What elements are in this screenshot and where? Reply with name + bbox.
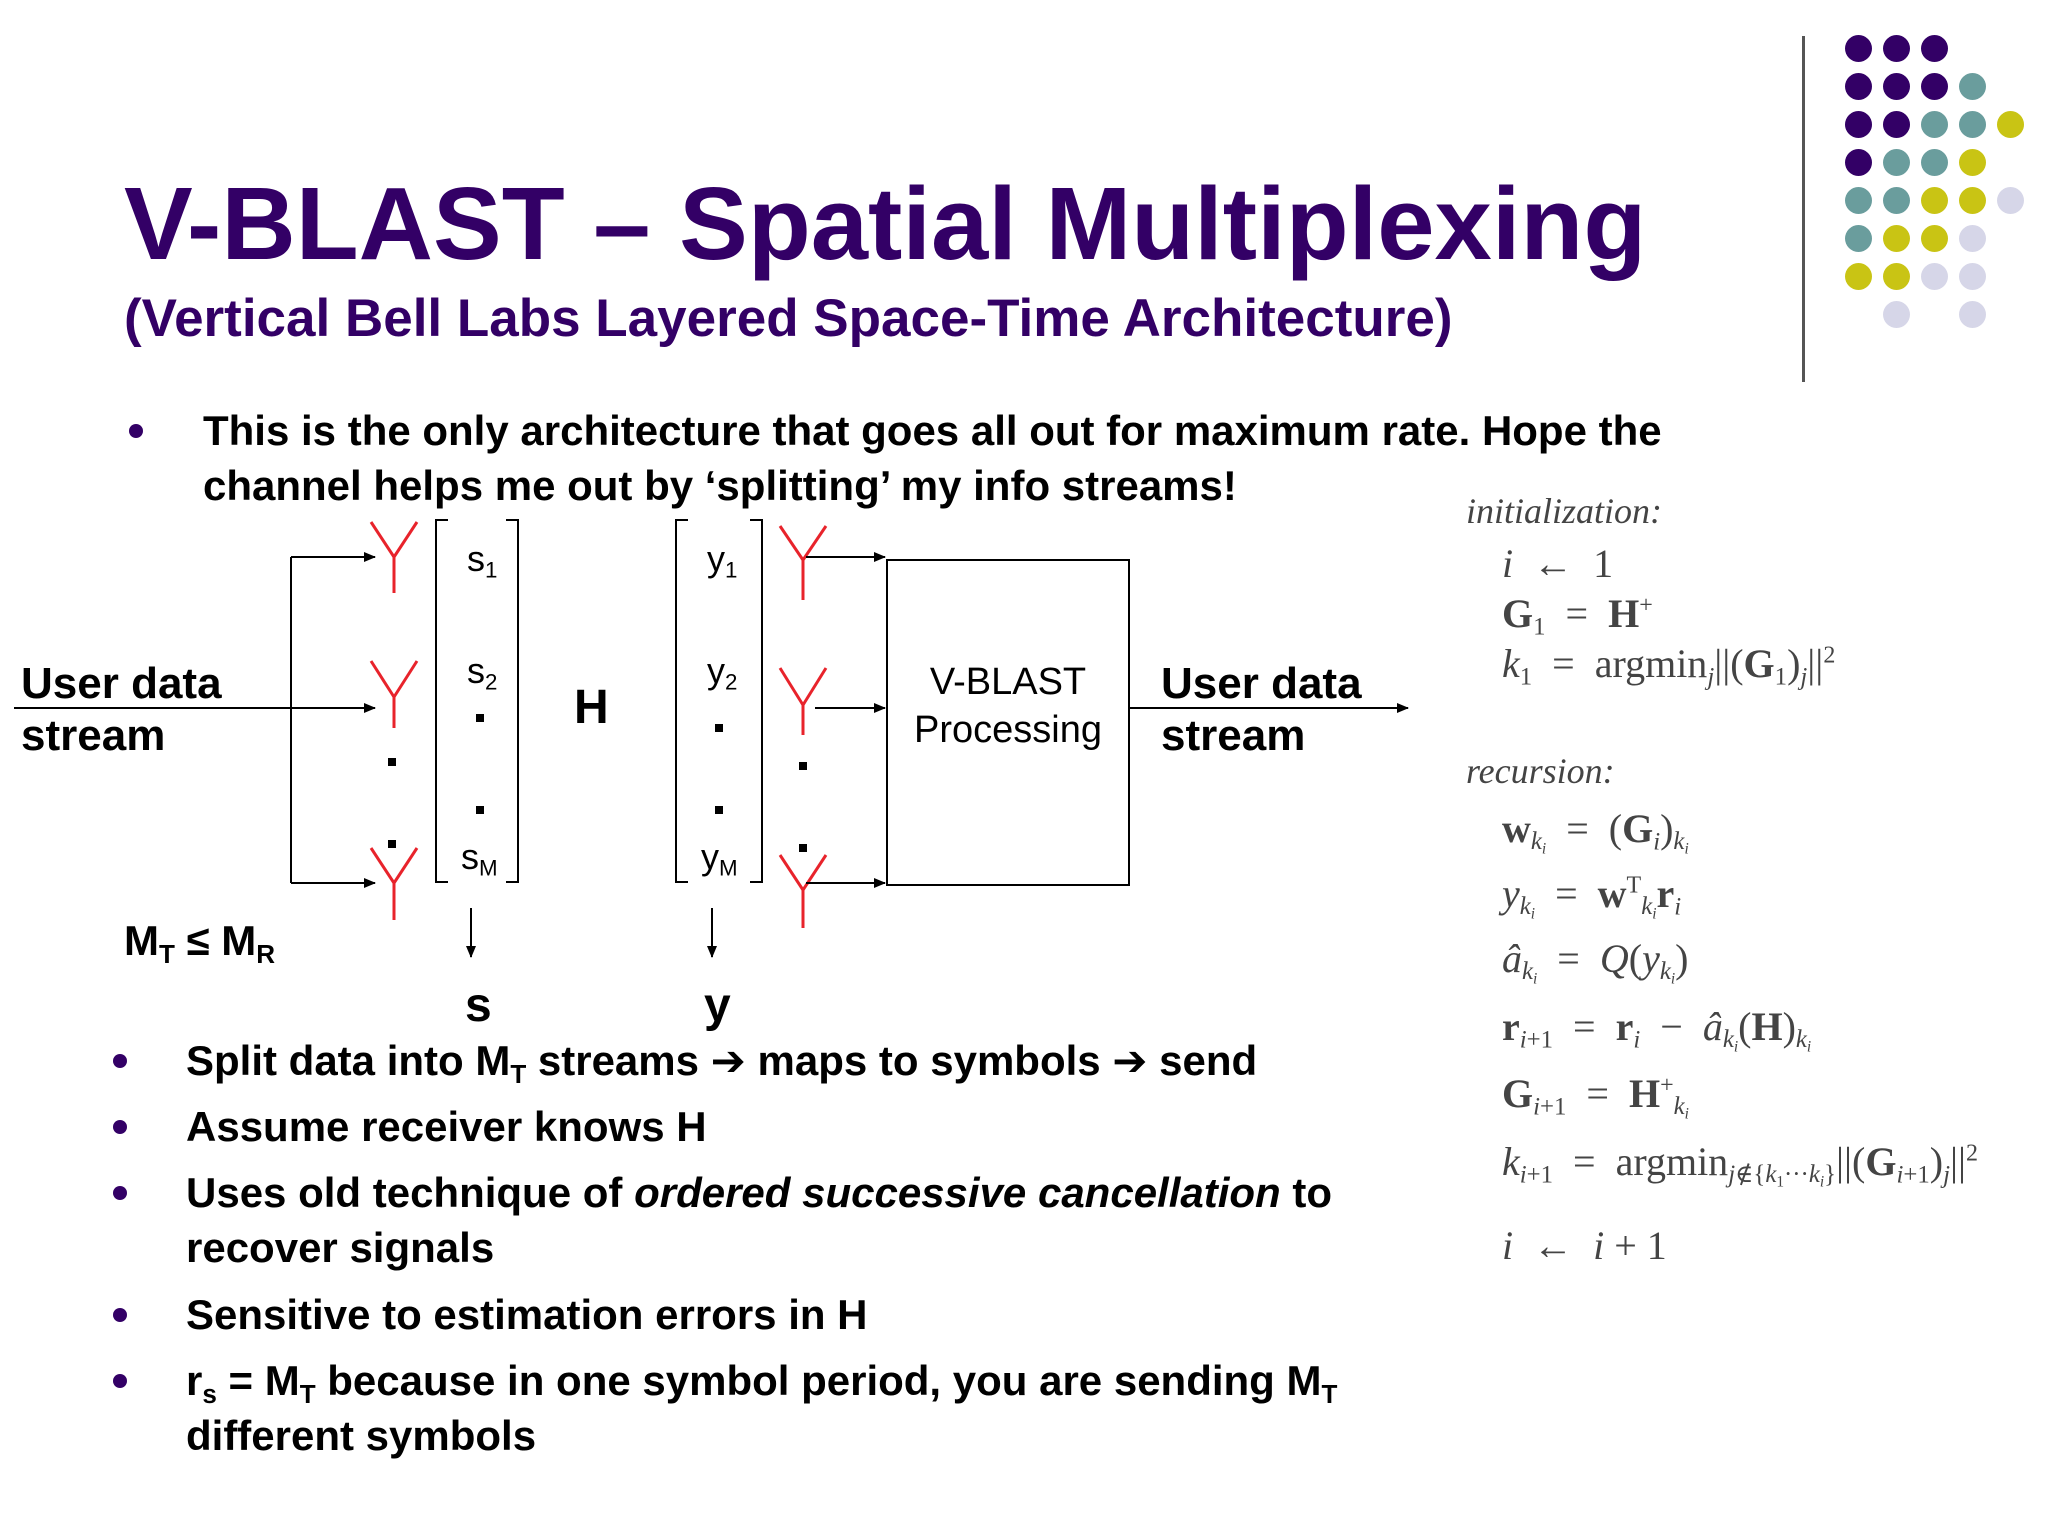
slide-title: V-BLAST – Spatial Multiplexing	[124, 166, 1647, 281]
intro-line-1: This is the only architecture that goes all out for maximum rate. Hope the	[203, 407, 1662, 454]
tx-antenna-1	[371, 522, 417, 593]
s-ellipsis-dots	[476, 714, 484, 814]
symbol-y1: $y_1$	[707, 538, 738, 583]
bullet-marker	[113, 1308, 127, 1322]
eq-k: $k_{i+1} = argmin_{j\notin\{k_1\cdot\cdot\cdot k_i\}}||(G_{i+1})_j||^2$	[1502, 1139, 1979, 1192]
bullet-sensitivity: Sensitive to estimation errors in H	[186, 1291, 868, 1338]
y-bracket-right	[750, 520, 762, 882]
bullet-rate: $r_s = M_T$ because in one symbol period, you are sending $M_T$	[186, 1357, 1338, 1409]
slide-subtitle: (Vertical Bell Labs Layered Space-Time Architecture)	[124, 289, 1453, 348]
bullet-marker	[113, 1120, 127, 1134]
symbol-s2: $s_2$	[467, 650, 498, 695]
symbol-sM: $s_M$	[461, 836, 498, 881]
symbol-s1: $s_1$	[467, 538, 498, 583]
rx-antenna-2	[780, 668, 826, 735]
rx-ellipsis-dots	[799, 762, 807, 852]
bullet-marker	[113, 1186, 127, 1200]
s-vector-label: s	[465, 979, 492, 1032]
eq-a: $â_{k_i} = Q(y_{k_i})$	[1502, 936, 1689, 989]
input-label: User data stream	[21, 659, 222, 760]
eq-init-k: $k_1 = argmin_j||(G_1)_j||^2$	[1502, 641, 1836, 691]
eq-i-increment: i ← i + 1	[1502, 1223, 1667, 1268]
bullet-split-data: Split data into $M_T$ streams ➔ maps to symbols ➔ send	[186, 1037, 1258, 1089]
bullet-osic-line-2: recover signals	[186, 1224, 495, 1271]
eq-init-i: i ← 1	[1502, 541, 1614, 586]
s-bracket-right	[506, 520, 518, 882]
tx-ellipsis-dots	[388, 758, 396, 848]
antenna-condition: $M_T \le M_R$	[124, 917, 276, 969]
rx-antenna-1	[780, 526, 826, 600]
output-label: User data stream	[1161, 659, 1362, 760]
channel-matrix-label: H	[574, 681, 609, 734]
symbol-y2: $y_2$	[707, 650, 738, 695]
symbol-yM: $y_M$	[701, 836, 738, 881]
rec-heading: recursion:	[1466, 751, 1615, 791]
bullet-receiver-knows-h: Assume receiver knows H	[186, 1103, 707, 1150]
bullet-marker	[113, 1054, 127, 1068]
s-bracket-left	[436, 520, 448, 882]
eq-init-G: $G_1 = H^+$	[1502, 591, 1653, 641]
bullet-marker	[113, 1374, 127, 1388]
intro-line-2: channel helps me out by ‘splitting’ my info streams!	[203, 462, 1237, 509]
rx-antenna-M	[780, 855, 826, 928]
tx-antenna-M	[371, 848, 417, 920]
eq-y: $y_{k_i} = w^T_{k_i}r_i$	[1502, 871, 1682, 924]
y-vector-label: y	[704, 979, 731, 1032]
y-bracket-left	[676, 520, 688, 882]
eq-r: $r_{i+1} = r_i$ − $â_{k_i}(H)_{k_i}$	[1502, 1004, 1812, 1057]
eq-G: $G_{i+1} = H^+_{k_i}$	[1502, 1071, 1689, 1124]
y-ellipsis-dots	[715, 724, 723, 814]
processor-label: V-BLAST Processing	[914, 661, 1102, 751]
bullet-rate-line-2: different symbols	[186, 1412, 537, 1459]
tx-antenna-2	[371, 661, 417, 728]
init-heading: initialization:	[1466, 491, 1663, 531]
eq-w: $w_{k_i} = (G_i)_{k_i}$	[1502, 806, 1689, 859]
bullet-osic: Uses old technique of ordered successive cancellation to	[186, 1169, 1333, 1216]
